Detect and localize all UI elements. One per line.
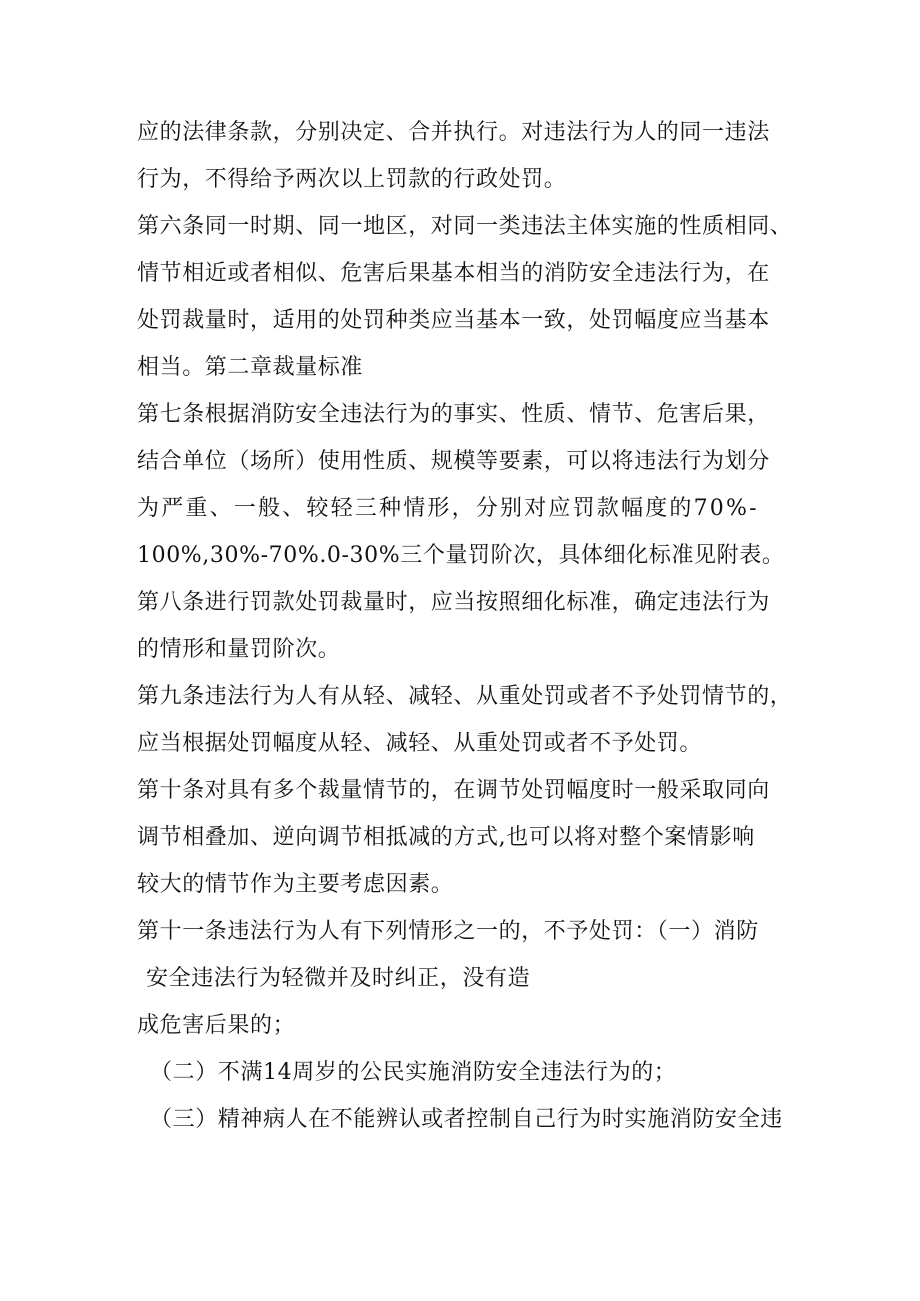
paragraph-line: 100%,30%-70%.0-30%三个量罚阶次，具体细化标准见附表。 <box>137 543 785 568</box>
article-7-line: 第七条根据消防安全违法行为的事实、性质、情节、危害后果， <box>137 402 770 427</box>
paragraph-line: 的情形和量罚阶次。 <box>137 637 341 662</box>
paragraph-line: 为严重、一般、较轻三种情形，分别对应罚款幅度的70%- <box>137 496 759 521</box>
paragraph-line: 应当根据处罚幅度从轻、减轻、从重处罚或者不予处罚。 <box>137 731 703 756</box>
paragraph-line: 成危害后果的； <box>137 1013 296 1038</box>
article-8-line: 第八条进行罚款处罚裁量时，应当按照细化标准，确定违法行为 <box>137 590 770 615</box>
article-10-line: 第十条对具有多个裁量情节的，在调节处罚幅度时一般采取同向 <box>137 778 770 803</box>
list-item-3: （三）精神病人在不能辨认或者控制自己行为时实施消防安全违 <box>150 1107 783 1132</box>
paragraph-line: 调节相叠加、逆向调节相抵减的方式,也可以将对整个案情影响 <box>137 825 755 850</box>
paragraph-line: 较大的情节作为主要考虑因素。 <box>137 872 454 897</box>
paragraph-line: 结合单位（场所）使用性质、规模等要素，可以将违法行为划分 <box>137 449 770 474</box>
article-9-line: 第九条违法行为人有从轻、减轻、从重处罚或者不予处罚情节的， <box>137 684 793 709</box>
paragraph-line: 情节相近或者相似、危害后果基本相当的消防安全违法行为，在 <box>137 261 770 286</box>
article-6-line: 第六条同一时期、同一地区，对同一类违法主体实施的性质相同、 <box>137 214 793 239</box>
paragraph-line: 安全违法行为轻微并及时纠正，没有造 <box>146 966 531 991</box>
paragraph-line: 处罚裁量时，适用的处罚种类应当基本一致，处罚幅度应当基本 <box>137 308 770 333</box>
chapter-2-heading-line: 相当。第二章裁量标准 <box>137 355 364 380</box>
article-11-line: 第十一条违法行为人有下列情形之一的，不予处罚：（一）消防 <box>137 919 759 944</box>
paragraph-line: 行为，不得给予两次以上罚款的行政处罚。 <box>137 167 567 192</box>
paragraph-line: 应的法律条款，分别决定、合并执行。对违法行为人的同一违法 <box>137 120 770 145</box>
list-item-2: （二）不满14周岁的公民实施消防安全违法行为的； <box>150 1060 677 1085</box>
